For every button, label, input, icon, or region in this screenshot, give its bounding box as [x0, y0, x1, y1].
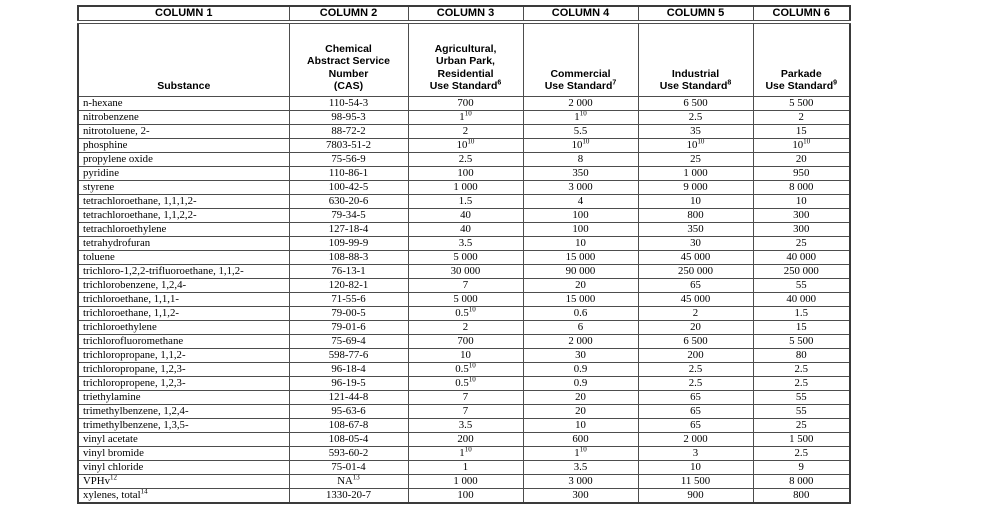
- footnote-marker: 7: [612, 79, 617, 87]
- cas-number-cell: 630-20-6: [289, 194, 408, 208]
- cas-number-cell: 71-55-6: [289, 292, 408, 306]
- standard-value-cell: 800: [753, 488, 850, 503]
- standard-value-cell: 40 000: [753, 292, 850, 306]
- column-number-header-row: [78, 6, 850, 22]
- standard-value-cell: 10: [638, 194, 753, 208]
- table-row: [78, 292, 850, 306]
- column-number-header: COLUMN 4: [523, 6, 638, 22]
- column-number-header: COLUMN 3: [408, 6, 523, 22]
- cas-number-cell: 110-54-3: [289, 96, 408, 110]
- substance-cell: tetrachloroethane, 1,1,1,2-: [78, 194, 289, 208]
- table-row: [78, 432, 850, 446]
- substance-cell: toluene: [78, 250, 289, 264]
- standard-value-cell: 20: [753, 152, 850, 166]
- standard-value-cell: 3.5: [408, 236, 523, 250]
- standard-value-cell: $10^{10}$: [523, 138, 638, 152]
- standard-value-cell: 200: [638, 348, 753, 362]
- table-row: [78, 460, 850, 474]
- cas-number-cell: 100-42-5: [289, 180, 408, 194]
- table-row: [78, 418, 850, 432]
- substance-cell: phosphine: [78, 138, 289, 152]
- standard-value-cell: 1.5: [408, 194, 523, 208]
- standard-value-cell: 55: [753, 390, 850, 404]
- substance-cell: xylenes, total$^{14}$: [78, 488, 289, 503]
- standard-value-cell: 900: [638, 488, 753, 503]
- table-row: [78, 362, 850, 376]
- cas-number-cell: 75-01-4: [289, 460, 408, 474]
- column-title-header: Commercial Use Standard$^7$: [523, 22, 638, 96]
- standard-value-cell: 65: [638, 278, 753, 292]
- standard-value-cell: 8: [523, 152, 638, 166]
- standard-value-cell: 250 000: [753, 264, 850, 278]
- cas-number-cell: 79-00-5: [289, 306, 408, 320]
- standard-value-cell: 2: [408, 124, 523, 138]
- table-row: [78, 208, 850, 222]
- standard-value-cell: 300: [753, 222, 850, 236]
- standard-value-cell: 11 500: [638, 474, 753, 488]
- cas-number-cell: 121-44-8: [289, 390, 408, 404]
- table-row: [78, 390, 850, 404]
- standard-value-cell: 0.6: [523, 306, 638, 320]
- standard-value-cell: 90 000: [523, 264, 638, 278]
- standard-value-cell: 40: [408, 222, 523, 236]
- cas-number-cell: 96-19-5: [289, 376, 408, 390]
- table-row: [78, 488, 850, 503]
- standard-value-cell: 1 500: [753, 432, 850, 446]
- standard-value-cell: $10^{10}$: [408, 138, 523, 152]
- standard-value-cell: 15 000: [523, 250, 638, 264]
- table-row: [78, 446, 850, 460]
- column-number-header: COLUMN 6: [753, 6, 850, 22]
- substance-cell: tetrachloroethylene: [78, 222, 289, 236]
- standard-value-cell: 0.9: [523, 362, 638, 376]
- standard-value-cell: $0.5^{10}$: [408, 362, 523, 376]
- standard-value-cell: 8 000: [753, 474, 850, 488]
- standard-value-cell: 1 000: [408, 474, 523, 488]
- table-body: [78, 96, 850, 503]
- standard-value-cell: 15: [753, 124, 850, 138]
- table-row: [78, 348, 850, 362]
- table-row: [78, 320, 850, 334]
- standard-value-cell: 2.5: [638, 376, 753, 390]
- substance-cell: trichlorobenzene, 1,2,4-: [78, 278, 289, 292]
- table-row: [78, 110, 850, 124]
- footnote-marker: 10: [697, 138, 705, 145]
- cas-number-cell: 75-56-9: [289, 152, 408, 166]
- standard-value-cell: 30: [523, 348, 638, 362]
- standard-value-cell: 10: [638, 460, 753, 474]
- footnote-marker: 10: [464, 446, 472, 453]
- standard-value-cell: 20: [523, 390, 638, 404]
- table-row: [78, 194, 850, 208]
- cas-number-cell: 108-05-4: [289, 432, 408, 446]
- standard-value-cell: 7: [408, 278, 523, 292]
- standard-value-cell: 7: [408, 390, 523, 404]
- standard-value-cell: 15 000: [523, 292, 638, 306]
- table-row: [78, 96, 850, 110]
- standard-value-cell: 3: [638, 446, 753, 460]
- standard-value-cell: 5 500: [753, 96, 850, 110]
- standard-value-cell: 15: [753, 320, 850, 334]
- cas-number-cell: 79-01-6: [289, 320, 408, 334]
- table-row: [78, 236, 850, 250]
- standard-value-cell: 65: [638, 390, 753, 404]
- footnote-marker: 10: [468, 362, 476, 369]
- table-row: [78, 334, 850, 348]
- substance-cell: vinyl chloride: [78, 460, 289, 474]
- substance-cell: VPHv$^{12}$: [78, 474, 289, 488]
- table-header: [78, 6, 850, 96]
- standard-value-cell: $0.5^{10}$: [408, 306, 523, 320]
- footnote-marker: 13: [352, 474, 360, 481]
- standard-value-cell: 65: [638, 404, 753, 418]
- standard-value-cell: 25: [638, 152, 753, 166]
- standard-value-cell: 25: [753, 418, 850, 432]
- table-row: [78, 404, 850, 418]
- standard-value-cell: 600: [523, 432, 638, 446]
- standard-value-cell: 100: [523, 208, 638, 222]
- standard-value-cell: 3 000: [523, 180, 638, 194]
- standard-value-cell: 100: [408, 488, 523, 503]
- standard-value-cell: 2 000: [523, 96, 638, 110]
- column-title-header: Chemical Abstract Service Number (CAS): [289, 22, 408, 96]
- footnote-marker: 10: [468, 376, 476, 383]
- cas-number-cell: 120-82-1: [289, 278, 408, 292]
- table-row: [78, 250, 850, 264]
- substance-cell: tetrachloroethane, 1,1,2,2-: [78, 208, 289, 222]
- substance-cell: vinyl bromide: [78, 446, 289, 460]
- footnote-marker: 10: [579, 110, 587, 117]
- standard-value-cell: 5 500: [753, 334, 850, 348]
- substance-cell: trichloropropane, 1,2,3-: [78, 362, 289, 376]
- table-row: [78, 222, 850, 236]
- cas-number-cell: 127-18-4: [289, 222, 408, 236]
- standard-value-cell: 250 000: [638, 264, 753, 278]
- column-number-header: COLUMN 5: [638, 6, 753, 22]
- standard-value-cell: 20: [523, 404, 638, 418]
- standard-value-cell: 1.5: [753, 306, 850, 320]
- standard-value-cell: $1^{10}$: [408, 446, 523, 460]
- standard-value-cell: 350: [523, 166, 638, 180]
- substance-cell: triethylamine: [78, 390, 289, 404]
- footnote-marker: 9: [833, 79, 838, 87]
- standard-value-cell: 9: [753, 460, 850, 474]
- table-row: [78, 306, 850, 320]
- substance-cell: nitrotoluene, 2-: [78, 124, 289, 138]
- substance-cell: trichloroethylene: [78, 320, 289, 334]
- cas-number-cell: 98-95-3: [289, 110, 408, 124]
- column-title-header: Agricultural, Urban Park, Residential Use Standard$^6$: [408, 22, 523, 96]
- standard-value-cell: 0.9: [523, 376, 638, 390]
- standard-value-cell: 2: [408, 320, 523, 334]
- footnote-marker: 10: [579, 446, 587, 453]
- standard-value-cell: 5 000: [408, 250, 523, 264]
- standard-value-cell: 2 000: [523, 334, 638, 348]
- footnote-marker: 10: [803, 138, 811, 145]
- substance-cell: propylene oxide: [78, 152, 289, 166]
- standard-value-cell: 10: [408, 348, 523, 362]
- standard-value-cell: $1^{10}$: [408, 110, 523, 124]
- cas-number-cell: 598-77-6: [289, 348, 408, 362]
- standard-value-cell: 100: [408, 166, 523, 180]
- standard-value-cell: 300: [753, 208, 850, 222]
- standard-value-cell: 2 000: [638, 432, 753, 446]
- standard-value-cell: 45 000: [638, 292, 753, 306]
- footnote-marker: 10: [582, 138, 590, 145]
- standard-value-cell: 6 500: [638, 96, 753, 110]
- column-title-header: Parkade Use Standard$^9$: [753, 22, 850, 96]
- standard-value-cell: 700: [408, 334, 523, 348]
- column-number-header: COLUMN 2: [289, 6, 408, 22]
- cas-number-cell: 110-86-1: [289, 166, 408, 180]
- standard-value-cell: 1 000: [638, 166, 753, 180]
- cas-number-cell: NA$^{13}$: [289, 474, 408, 488]
- cas-number-cell: 79-34-5: [289, 208, 408, 222]
- standard-value-cell: 2: [638, 306, 753, 320]
- substance-cell: trichloroethane, 1,1,2-: [78, 306, 289, 320]
- substance-cell: trimethylbenzene, 1,2,4-: [78, 404, 289, 418]
- substance-cell: pyridine: [78, 166, 289, 180]
- footnote-marker: 14: [140, 488, 148, 495]
- standard-value-cell: 2.5: [753, 446, 850, 460]
- cas-number-cell: 109-99-9: [289, 236, 408, 250]
- standard-value-cell: 950: [753, 166, 850, 180]
- standard-value-cell: 80: [753, 348, 850, 362]
- substance-cell: trichloro-1,2,2-trifluoroethane, 1,1,2-: [78, 264, 289, 278]
- cas-number-cell: 108-88-3: [289, 250, 408, 264]
- standard-value-cell: 6 500: [638, 334, 753, 348]
- standard-value-cell: 100: [523, 222, 638, 236]
- substance-cell: trichloropropene, 1,2,3-: [78, 376, 289, 390]
- standard-value-cell: 350: [638, 222, 753, 236]
- standard-value-cell: 2.5: [753, 362, 850, 376]
- standard-value-cell: 40: [408, 208, 523, 222]
- table-row: [78, 474, 850, 488]
- cas-number-cell: 7803-51-2: [289, 138, 408, 152]
- column-title-header-row: [78, 22, 850, 96]
- footnote-marker: 12: [110, 474, 117, 481]
- standard-value-cell: 800: [638, 208, 753, 222]
- substance-cell: trimethylbenzene, 1,3,5-: [78, 418, 289, 432]
- substance-cell: trichloropropane, 1,1,2-: [78, 348, 289, 362]
- standard-value-cell: $0.5^{10}$: [408, 376, 523, 390]
- standard-value-cell: 45 000: [638, 250, 753, 264]
- standard-value-cell: 1 000: [408, 180, 523, 194]
- substance-cell: tetrahydrofuran: [78, 236, 289, 250]
- standard-value-cell: 700: [408, 96, 523, 110]
- substance-cell: vinyl acetate: [78, 432, 289, 446]
- standard-value-cell: 10: [753, 194, 850, 208]
- standard-value-cell: 2.5: [408, 152, 523, 166]
- table-row: [78, 124, 850, 138]
- footnote-marker: 10: [467, 138, 475, 145]
- cas-number-cell: 108-67-8: [289, 418, 408, 432]
- column-number-header: COLUMN 1: [78, 6, 289, 22]
- cas-number-cell: 76-13-1: [289, 264, 408, 278]
- standard-value-cell: 65: [638, 418, 753, 432]
- substance-cell: trichlorofluoromethane: [78, 334, 289, 348]
- standard-value-cell: 5.5: [523, 124, 638, 138]
- column-title-header: Industrial Use Standard$^8$: [638, 22, 753, 96]
- cas-number-cell: 593-60-2: [289, 446, 408, 460]
- standard-value-cell: 2.5: [753, 376, 850, 390]
- standard-value-cell: 3 000: [523, 474, 638, 488]
- table-row: [78, 278, 850, 292]
- footnote-marker: 10: [468, 306, 476, 313]
- footnote-marker: 10: [464, 110, 472, 117]
- standard-value-cell: 4: [523, 194, 638, 208]
- table-row: [78, 376, 850, 390]
- standard-value-cell: $10^{10}$: [638, 138, 753, 152]
- cas-number-cell: 95-63-6: [289, 404, 408, 418]
- standard-value-cell: 10: [523, 418, 638, 432]
- standard-value-cell: 1: [408, 460, 523, 474]
- standard-value-cell: 9 000: [638, 180, 753, 194]
- table-row: [78, 264, 850, 278]
- standard-value-cell: 40 000: [753, 250, 850, 264]
- cas-number-cell: 88-72-2: [289, 124, 408, 138]
- standard-value-cell: 200: [408, 432, 523, 446]
- standard-value-cell: 55: [753, 404, 850, 418]
- standard-value-cell: 2.5: [638, 110, 753, 124]
- standard-value-cell: 2: [753, 110, 850, 124]
- standard-value-cell: 25: [753, 236, 850, 250]
- table-row: [78, 138, 850, 152]
- standard-value-cell: 2.5: [638, 362, 753, 376]
- footnote-marker: 6: [497, 79, 502, 87]
- cas-number-cell: 75-69-4: [289, 334, 408, 348]
- table-row: [78, 180, 850, 194]
- standard-value-cell: 8 000: [753, 180, 850, 194]
- standard-value-cell: 55: [753, 278, 850, 292]
- standard-value-cell: $10^{10}$: [753, 138, 850, 152]
- substance-cell: n-hexane: [78, 96, 289, 110]
- substance-cell: trichloroethane, 1,1,1-: [78, 292, 289, 306]
- standard-value-cell: 3.5: [523, 460, 638, 474]
- standard-value-cell: 30: [638, 236, 753, 250]
- cas-number-cell: 96-18-4: [289, 362, 408, 376]
- standard-value-cell: 7: [408, 404, 523, 418]
- standard-value-cell: 20: [523, 278, 638, 292]
- standard-value-cell: 5 000: [408, 292, 523, 306]
- substance-cell: nitrobenzene: [78, 110, 289, 124]
- standard-value-cell: $1^{10}$: [523, 110, 638, 124]
- standard-value-cell: $1^{10}$: [523, 446, 638, 460]
- table-row: [78, 152, 850, 166]
- column-title-header: Substance: [78, 22, 289, 96]
- standard-value-cell: 300: [523, 488, 638, 503]
- standard-value-cell: 20: [638, 320, 753, 334]
- standard-value-cell: 3.5: [408, 418, 523, 432]
- standard-value-cell: 10: [523, 236, 638, 250]
- vapour-standards-table: [77, 5, 851, 504]
- table-row: [78, 166, 850, 180]
- standard-value-cell: 6: [523, 320, 638, 334]
- cas-number-cell: 1330-20-7: [289, 488, 408, 503]
- standard-value-cell: 35: [638, 124, 753, 138]
- substance-cell: styrene: [78, 180, 289, 194]
- standard-value-cell: 30 000: [408, 264, 523, 278]
- footnote-marker: 8: [727, 79, 732, 87]
